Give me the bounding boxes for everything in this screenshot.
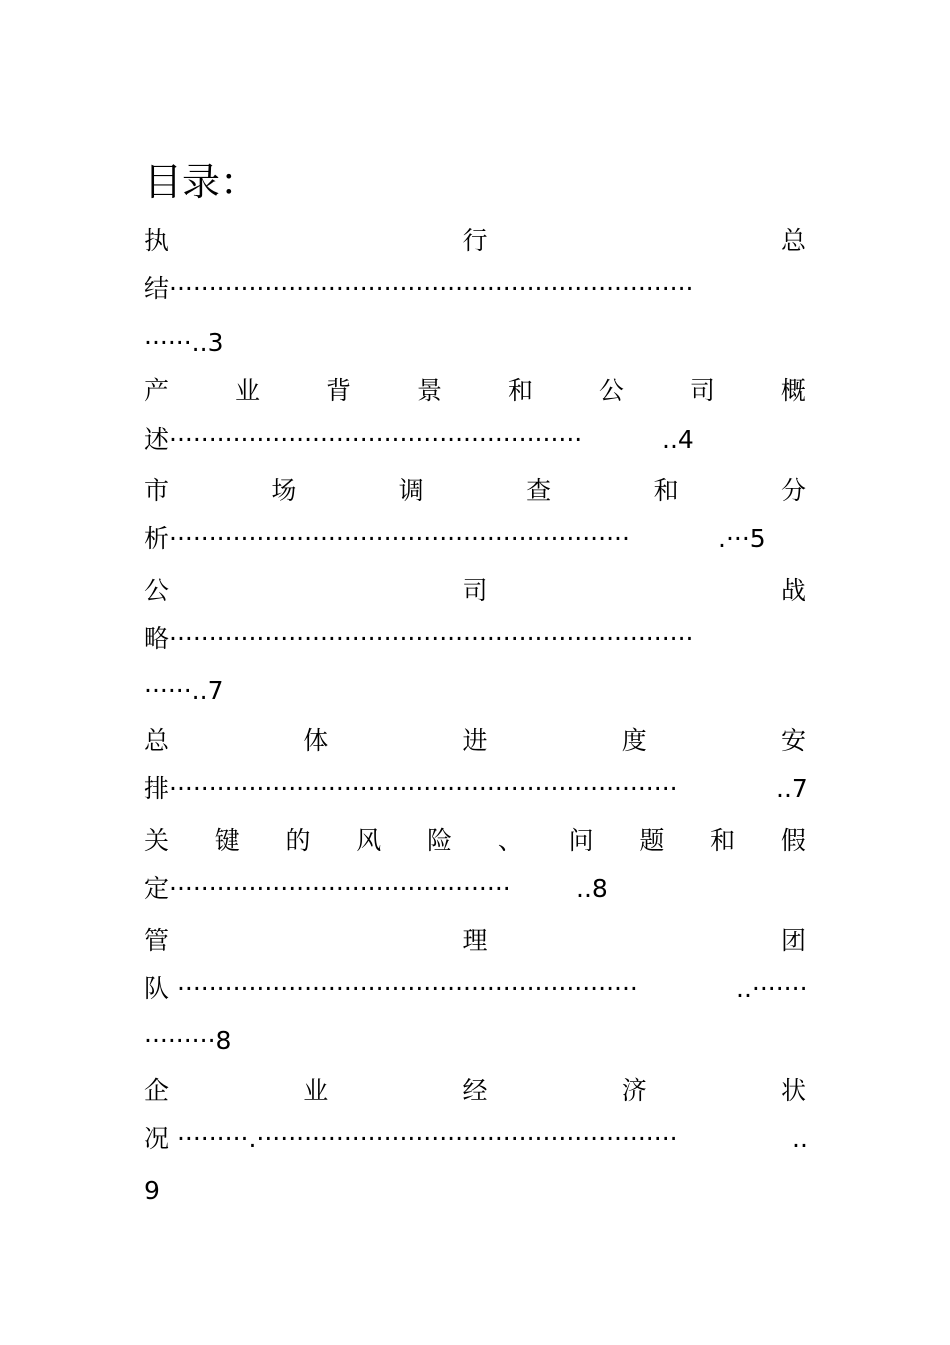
toc-char: 战 bbox=[780, 576, 806, 605]
toc-char: 执 bbox=[144, 226, 170, 255]
toc-leader-line: 排································································ bbox=[144, 774, 678, 803]
toc-page-line: 9 bbox=[144, 1176, 160, 1205]
toc-char: 的 bbox=[285, 826, 311, 855]
toc-char: 风 bbox=[356, 826, 382, 855]
toc-char: 体 bbox=[303, 726, 329, 755]
toc-page-number: ..7 bbox=[776, 774, 808, 803]
toc-char: 问 bbox=[568, 826, 594, 855]
toc-leader-line: 结·································································· bbox=[144, 274, 694, 303]
toc-char: 产 bbox=[144, 376, 170, 405]
toc-char: 理 bbox=[462, 926, 488, 955]
toc-title: 目录： bbox=[144, 160, 259, 204]
toc-char: 关 bbox=[144, 826, 170, 855]
toc-char: 背 bbox=[325, 376, 351, 405]
toc-char: 业 bbox=[234, 376, 260, 405]
toc-char: 企 bbox=[144, 1076, 170, 1105]
toc-entry-market-research-heading bbox=[144, 474, 806, 508]
toc-page-line: ······..7 bbox=[144, 676, 224, 705]
toc-char: 调 bbox=[398, 476, 424, 505]
toc-char: 总 bbox=[144, 726, 170, 755]
toc-char: 度 bbox=[621, 726, 647, 755]
toc-char: 假 bbox=[780, 826, 806, 855]
toc-leader-line: 队 ·························································· bbox=[144, 974, 638, 1003]
toc-page-number: ..4 bbox=[662, 425, 694, 454]
toc-char: 行 bbox=[462, 226, 488, 255]
toc-leader-line: 况 ·········.····················································· bbox=[144, 1124, 678, 1153]
toc-char: 进 bbox=[462, 726, 488, 755]
toc-char: 公 bbox=[598, 376, 624, 405]
toc-char: 键 bbox=[214, 826, 240, 855]
toc-char: 和 bbox=[710, 826, 736, 855]
toc-entry-executive-summary-heading bbox=[144, 224, 806, 258]
toc-leader-line: 略·································································· bbox=[144, 624, 694, 653]
toc-entry-company-strategy-heading bbox=[144, 574, 806, 608]
toc-char: 景 bbox=[416, 376, 442, 405]
toc-char: 场 bbox=[271, 476, 297, 505]
toc-page-line: ······..3 bbox=[144, 328, 224, 357]
toc-leader-line: 述···················································· bbox=[144, 425, 583, 454]
toc-char: 概 bbox=[780, 376, 806, 405]
toc-page-number: .. bbox=[792, 1124, 808, 1153]
toc-char: 市 bbox=[144, 476, 170, 505]
toc-char: 公 bbox=[144, 576, 170, 605]
toc-char: 司 bbox=[462, 576, 488, 605]
toc-leader-line: 定··········································· bbox=[144, 874, 511, 903]
toc-page-number: ..······· bbox=[736, 974, 808, 1003]
toc-char: 状 bbox=[780, 1076, 806, 1105]
toc-char: 分 bbox=[780, 476, 806, 505]
toc-entry-schedule-heading bbox=[144, 724, 806, 758]
toc-char: 和 bbox=[507, 376, 533, 405]
toc-entry-industry-background-heading bbox=[144, 374, 806, 408]
toc-char: 题 bbox=[639, 826, 665, 855]
toc-char: 总 bbox=[780, 226, 806, 255]
toc-page-number: .···5 bbox=[718, 524, 766, 553]
toc-char: 、 bbox=[497, 826, 523, 855]
toc-char: 查 bbox=[526, 476, 552, 505]
toc-char: 业 bbox=[303, 1076, 329, 1105]
toc-char: 安 bbox=[780, 726, 806, 755]
toc-page-line: ·········8 bbox=[144, 1026, 232, 1055]
toc-char: 管 bbox=[144, 926, 170, 955]
toc-leader-line: 析·························································· bbox=[144, 524, 630, 553]
toc-char: 济 bbox=[621, 1076, 647, 1105]
toc-char: 和 bbox=[653, 476, 679, 505]
toc-page-number: ..8 bbox=[576, 874, 608, 903]
toc-char: 险 bbox=[427, 826, 453, 855]
toc-char: 司 bbox=[689, 376, 715, 405]
toc-char: 团 bbox=[780, 926, 806, 955]
toc-entry-management-team-heading bbox=[144, 924, 806, 958]
toc-entry-risks-heading bbox=[144, 824, 806, 858]
toc-char: 经 bbox=[462, 1076, 488, 1105]
toc-entry-financial-status-heading bbox=[144, 1074, 806, 1108]
